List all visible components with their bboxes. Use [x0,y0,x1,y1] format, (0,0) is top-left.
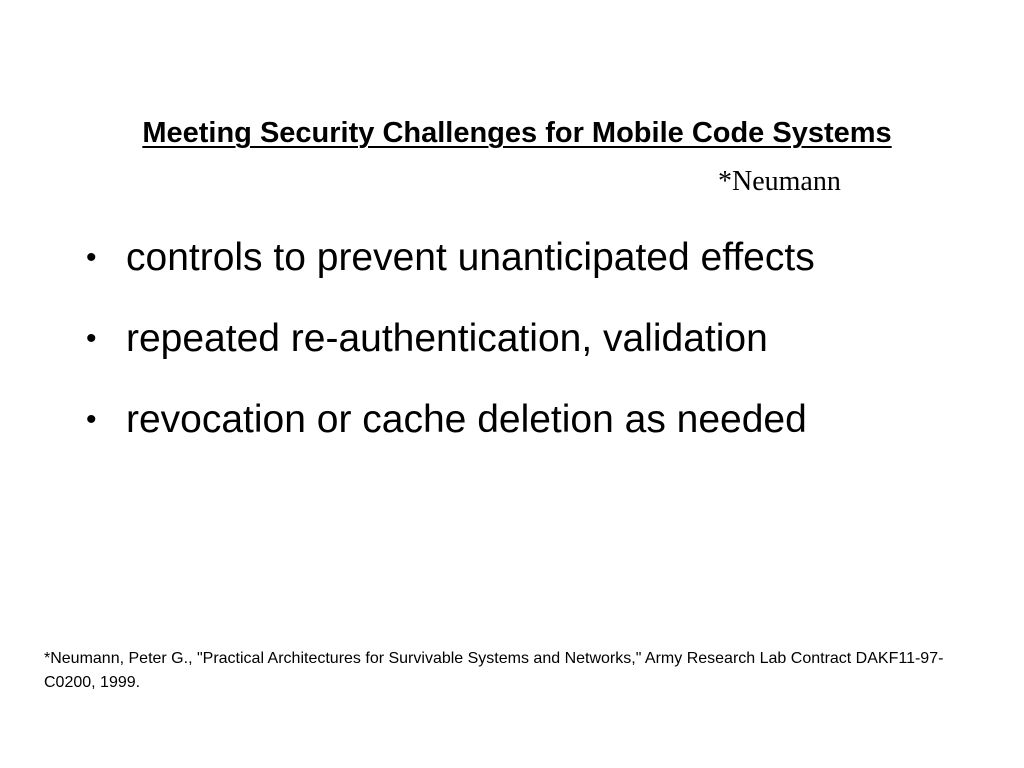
bullet-icon: • [86,403,97,436]
bullet-text: revocation or cache deletion as needed [126,398,807,441]
bullet-text: controls to prevent unanticipated effects [126,236,815,279]
bullet-item [86,232,815,284]
bullet-icon: • [86,322,97,355]
bullet-text: repeated re-authentication, validation [126,317,768,360]
bullet-item [86,394,815,446]
slide-title: Meeting Security Challenges for Mobile Code Systems [142,117,892,149]
bullet-item [86,313,815,365]
footnote: *Neumann, Peter G., "Practical Architectures for Survivable Systems and Networks," Army Research Lab Contract DAKF11-97-C0200, 1999. [44,650,944,691]
bullet-icon: • [86,241,97,274]
attribution: *Neumann [718,166,841,197]
bullet-list [86,232,815,446]
